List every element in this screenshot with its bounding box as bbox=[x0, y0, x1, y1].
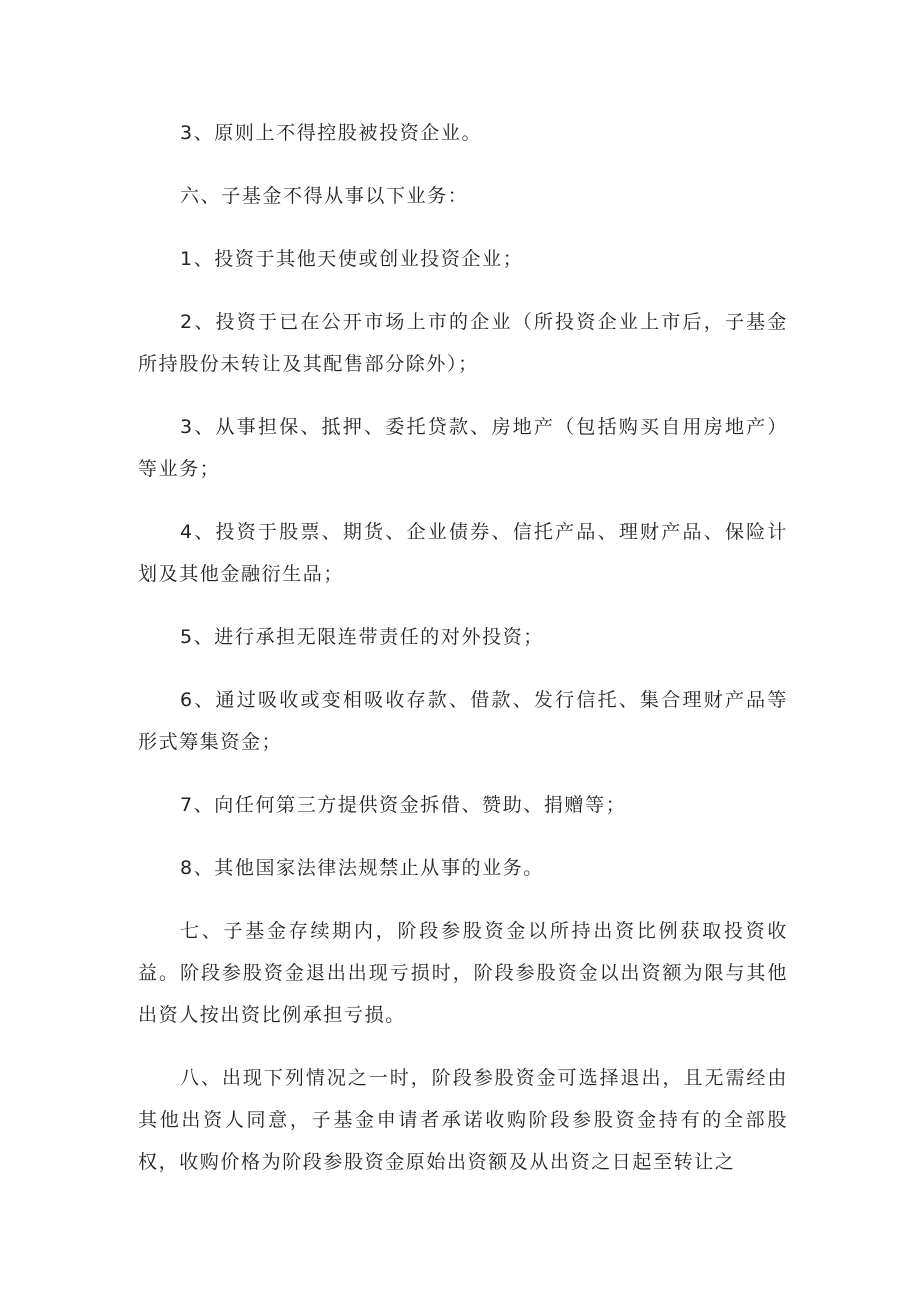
section-eight-paragraph: 八、出现下列情况之一时，阶段参股资金可选择退出，且无需经由其他出资人同意，子基金申请者承诺收购阶段参股资金持有的全部股权，收购价格为阶段参股资金原始出资额及从出资之日起至转让之 bbox=[138, 1067, 788, 1173]
section-seven-paragraph: 七、子基金存续期内，阶段参股资金以所持出资比例获取投资收益。阶段参股资金退出出现亏损时，阶段参股资金以出资额为限与其他出资人按出资比例承担亏损。 bbox=[138, 920, 788, 1026]
paragraph-9: 7、向任何第三方提供资金拆借、赞助、捐赠等； bbox=[180, 794, 627, 816]
paragraph-10: 8、其他国家法律法规禁止从事的业务。 bbox=[180, 857, 544, 879]
paragraph-7: 5、进行承担无限连带责任的对外投资； bbox=[180, 626, 544, 648]
section-six-heading: 六、子基金不得从事以下业务： bbox=[180, 185, 469, 207]
document-body bbox=[138, 112, 788, 1204]
paragraph-4: 2、投资于已在公开市场上市的企业（所投资企业上市后，子基金所持股份未转让及其配售部分除外）； bbox=[138, 311, 788, 375]
paragraph-5: 3、从事担保、抵押、委托贷款、房地产（包括购买自用房地产）等业务； bbox=[138, 416, 788, 480]
paragraph-1: 3、原则上不得控股被投资企业。 bbox=[180, 122, 483, 144]
paragraph-6: 4、投资于股票、期货、企业债券、信托产品、理财产品、保险计划及其他金融衍生品； bbox=[138, 521, 788, 585]
paragraph-3: 1、投资于其他天使或创业投资企业； bbox=[180, 248, 524, 270]
paragraph-8: 6、通过吸收或变相吸收存款、借款、发行信托、集合理财产品等形式筹集资金； bbox=[138, 689, 788, 753]
